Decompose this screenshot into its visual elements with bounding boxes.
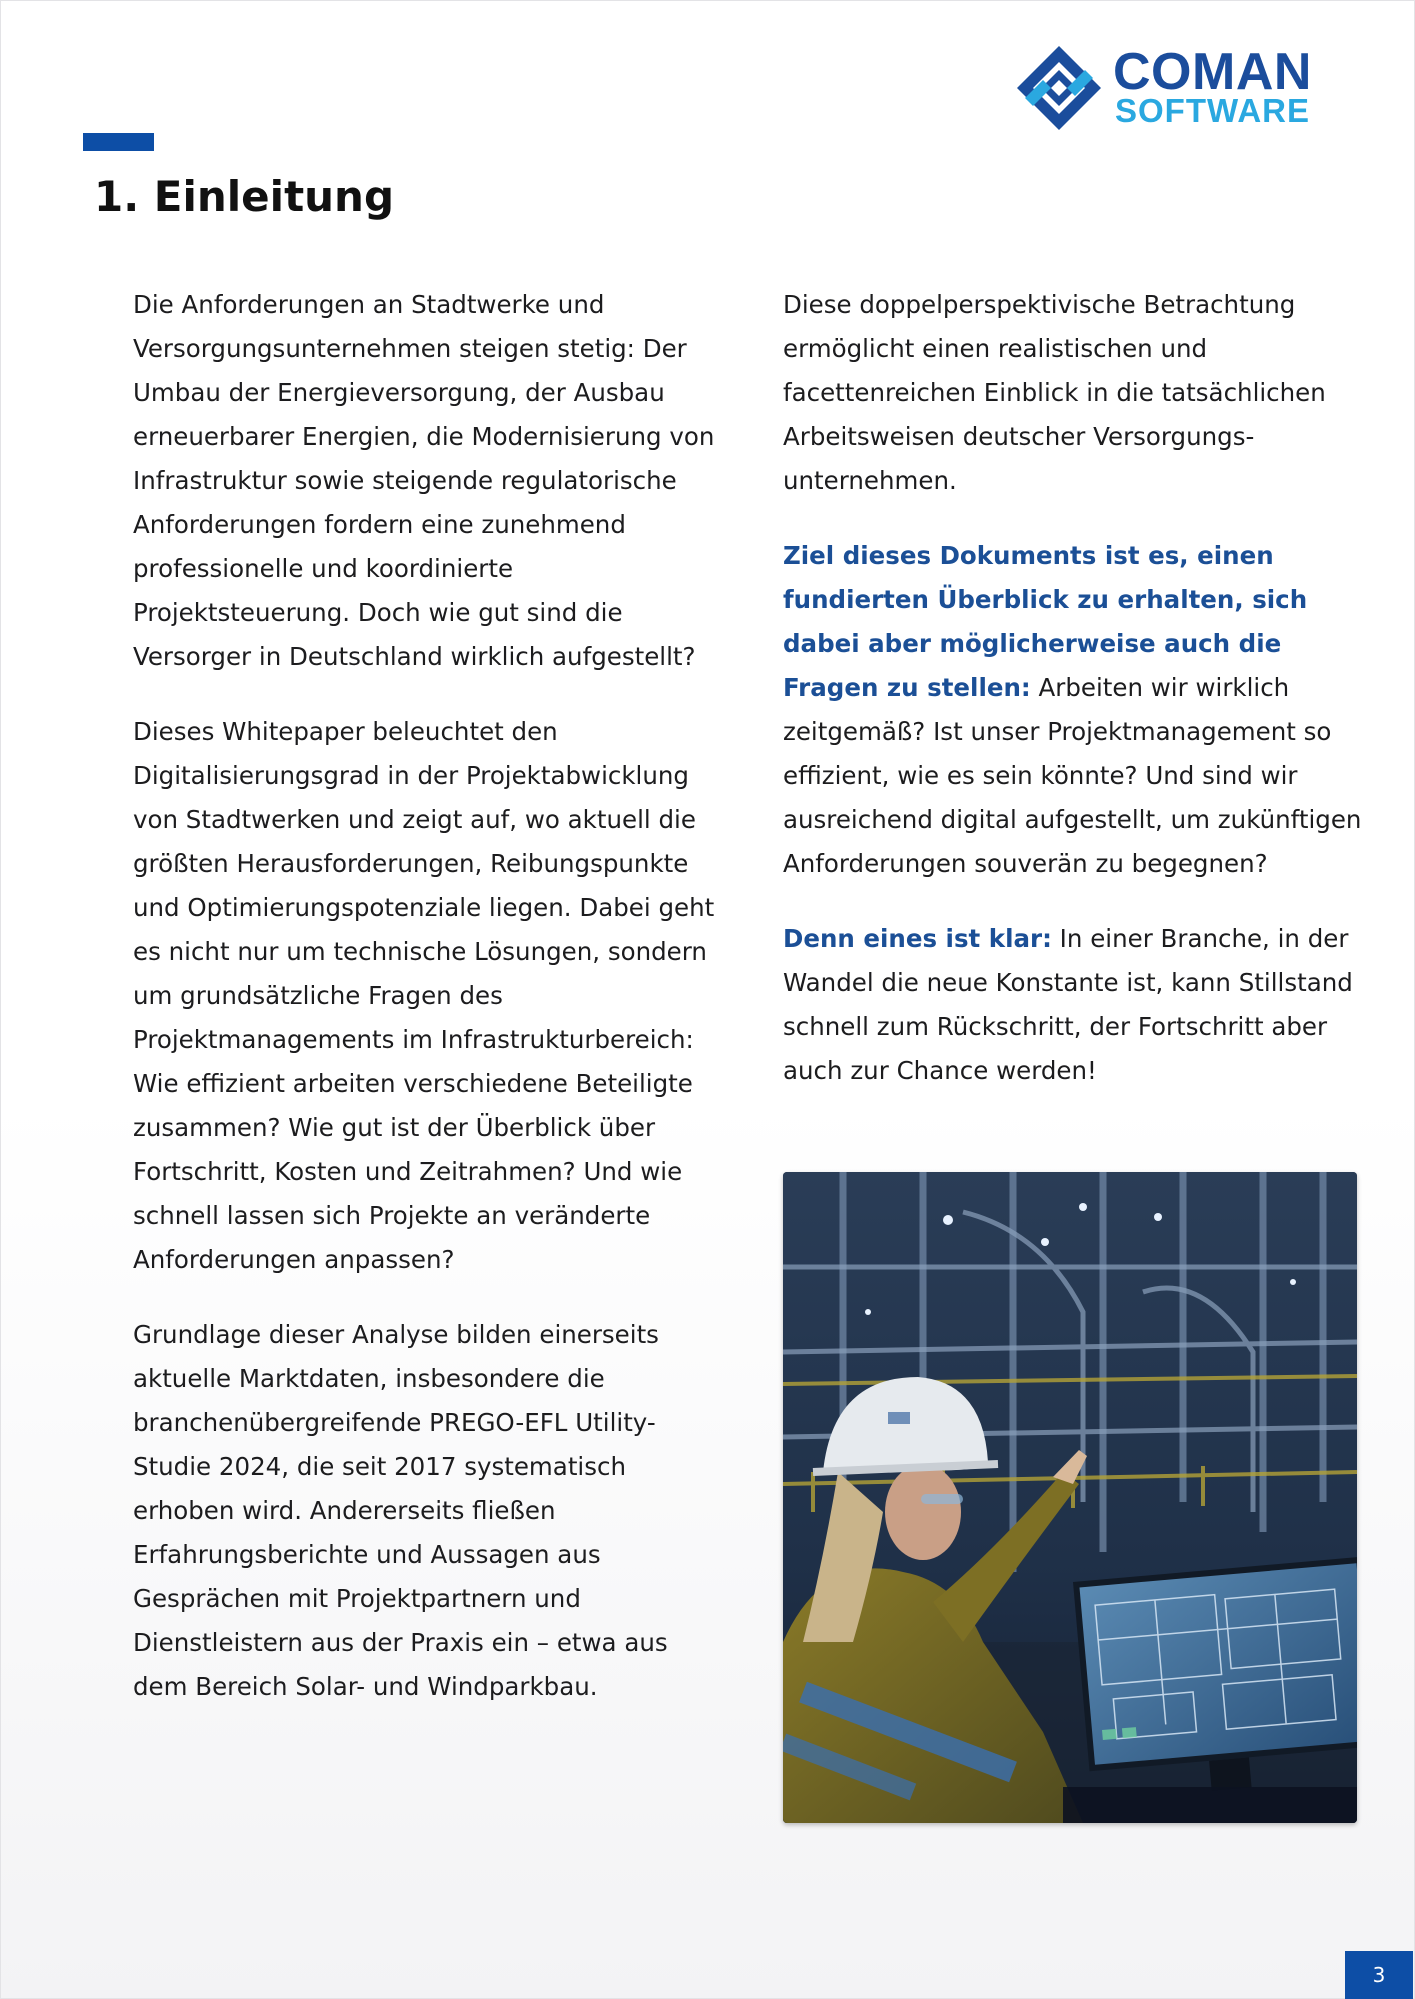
paragraph-whitepaper: Dieses Whitepaper beleuchtet den Digitalisierungsgrad in der Projektabwicklung von Stadtwerken und zeigt auf, wo aktuell die größten Herausforderungen, Reibungspunkte und Optimierungspotenziale liegen. Dabei geht es nicht nur um technische Lösungen, sondern um grundsätzliche Fragen des Projektmanagements im Infrastrukturbereich: Wie effizient arbeiten verschiedene Beteiligte zusammen? Wie gut ist der Überblick über Fortschritt, Kosten und Zeitrahmen? Und wie schnell lassen sich Projekte an veränderte Anforderungen anpassen? (133, 717, 715, 1274)
page-number-badge: 3 (1345, 1951, 1413, 1999)
company-logo (1015, 44, 1360, 132)
goal-highlight: Ziel dieses Dokuments ist es, einen fundierten Überblick zu erhalten, sich dabei aber möglicherweise auch die Fragen zu stellen: (783, 541, 1308, 702)
logo-word-software: SOFTWARE (1115, 92, 1310, 129)
left-column (133, 283, 723, 1740)
heading-accent-bar (83, 133, 154, 151)
page-title: 1. Einleitung (94, 172, 395, 221)
conclusion-highlight: Denn eines ist klar: (783, 924, 1052, 953)
paragraph-goal (783, 534, 1373, 886)
conclusion-text: In einer Branche, in der Wandel die neue Konstante ist, kann Stillstand schnell zum Rückschritt, der Fortschritt aber auch zur Chance werden! (783, 924, 1353, 1085)
paragraph-conclusion (783, 917, 1373, 1093)
paragraph-intro: Die Anforderungen an Stadtwerke und Versorgungsunternehmen steigen stetig: Der Umbau der Energieversorgung, der Ausbau erneuerbarer Energien, die Modernisierung von Infrastruktur sowie steigende regulatorische Anforderungen fordern eine zunehmend professionelle und koordinierte Projektsteuerung. Doch wie gut sind die Versorger in Deutschland wirklich aufgestellt? (133, 290, 715, 671)
goal-text: Arbeiten wir wirklich zeitgemäß? Ist unser Projektmanagement so effizient, wie es sein könnte? Und sind wir ausreichend digital aufgestellt, um zukünftigen Anforderungen souverän zu begegnen? (783, 673, 1362, 878)
logo-diamond-icon (1015, 44, 1103, 132)
industrial-engineer-photo (783, 1172, 1357, 1823)
paragraph-basis: Grundlage dieser Analyse bilden einerseits aktuelle Marktdaten, insbesondere die branchenübergreifende PREGO-EFL Utility-Studie 2024, die seit 2017 systematisch erhoben wird. Andererseits fließen Erfahrungsberichte und Aussagen aus Gesprächen mit Projektpartnern und Dienstleistern aus der Praxis ein – etwa aus dem Bereich Solar- und Windparkbau. (133, 1320, 668, 1701)
paragraph-perspective: Diese doppelperspektivische Betrachtung ermöglicht einen realistischen und facettenreichen Einblick in die tatsächlichen Arbeitsweisen deutscher Versorgungsunternehmen. (783, 290, 1326, 495)
right-column (783, 283, 1373, 1124)
logo-word-coman: COMAN (1113, 43, 1312, 101)
